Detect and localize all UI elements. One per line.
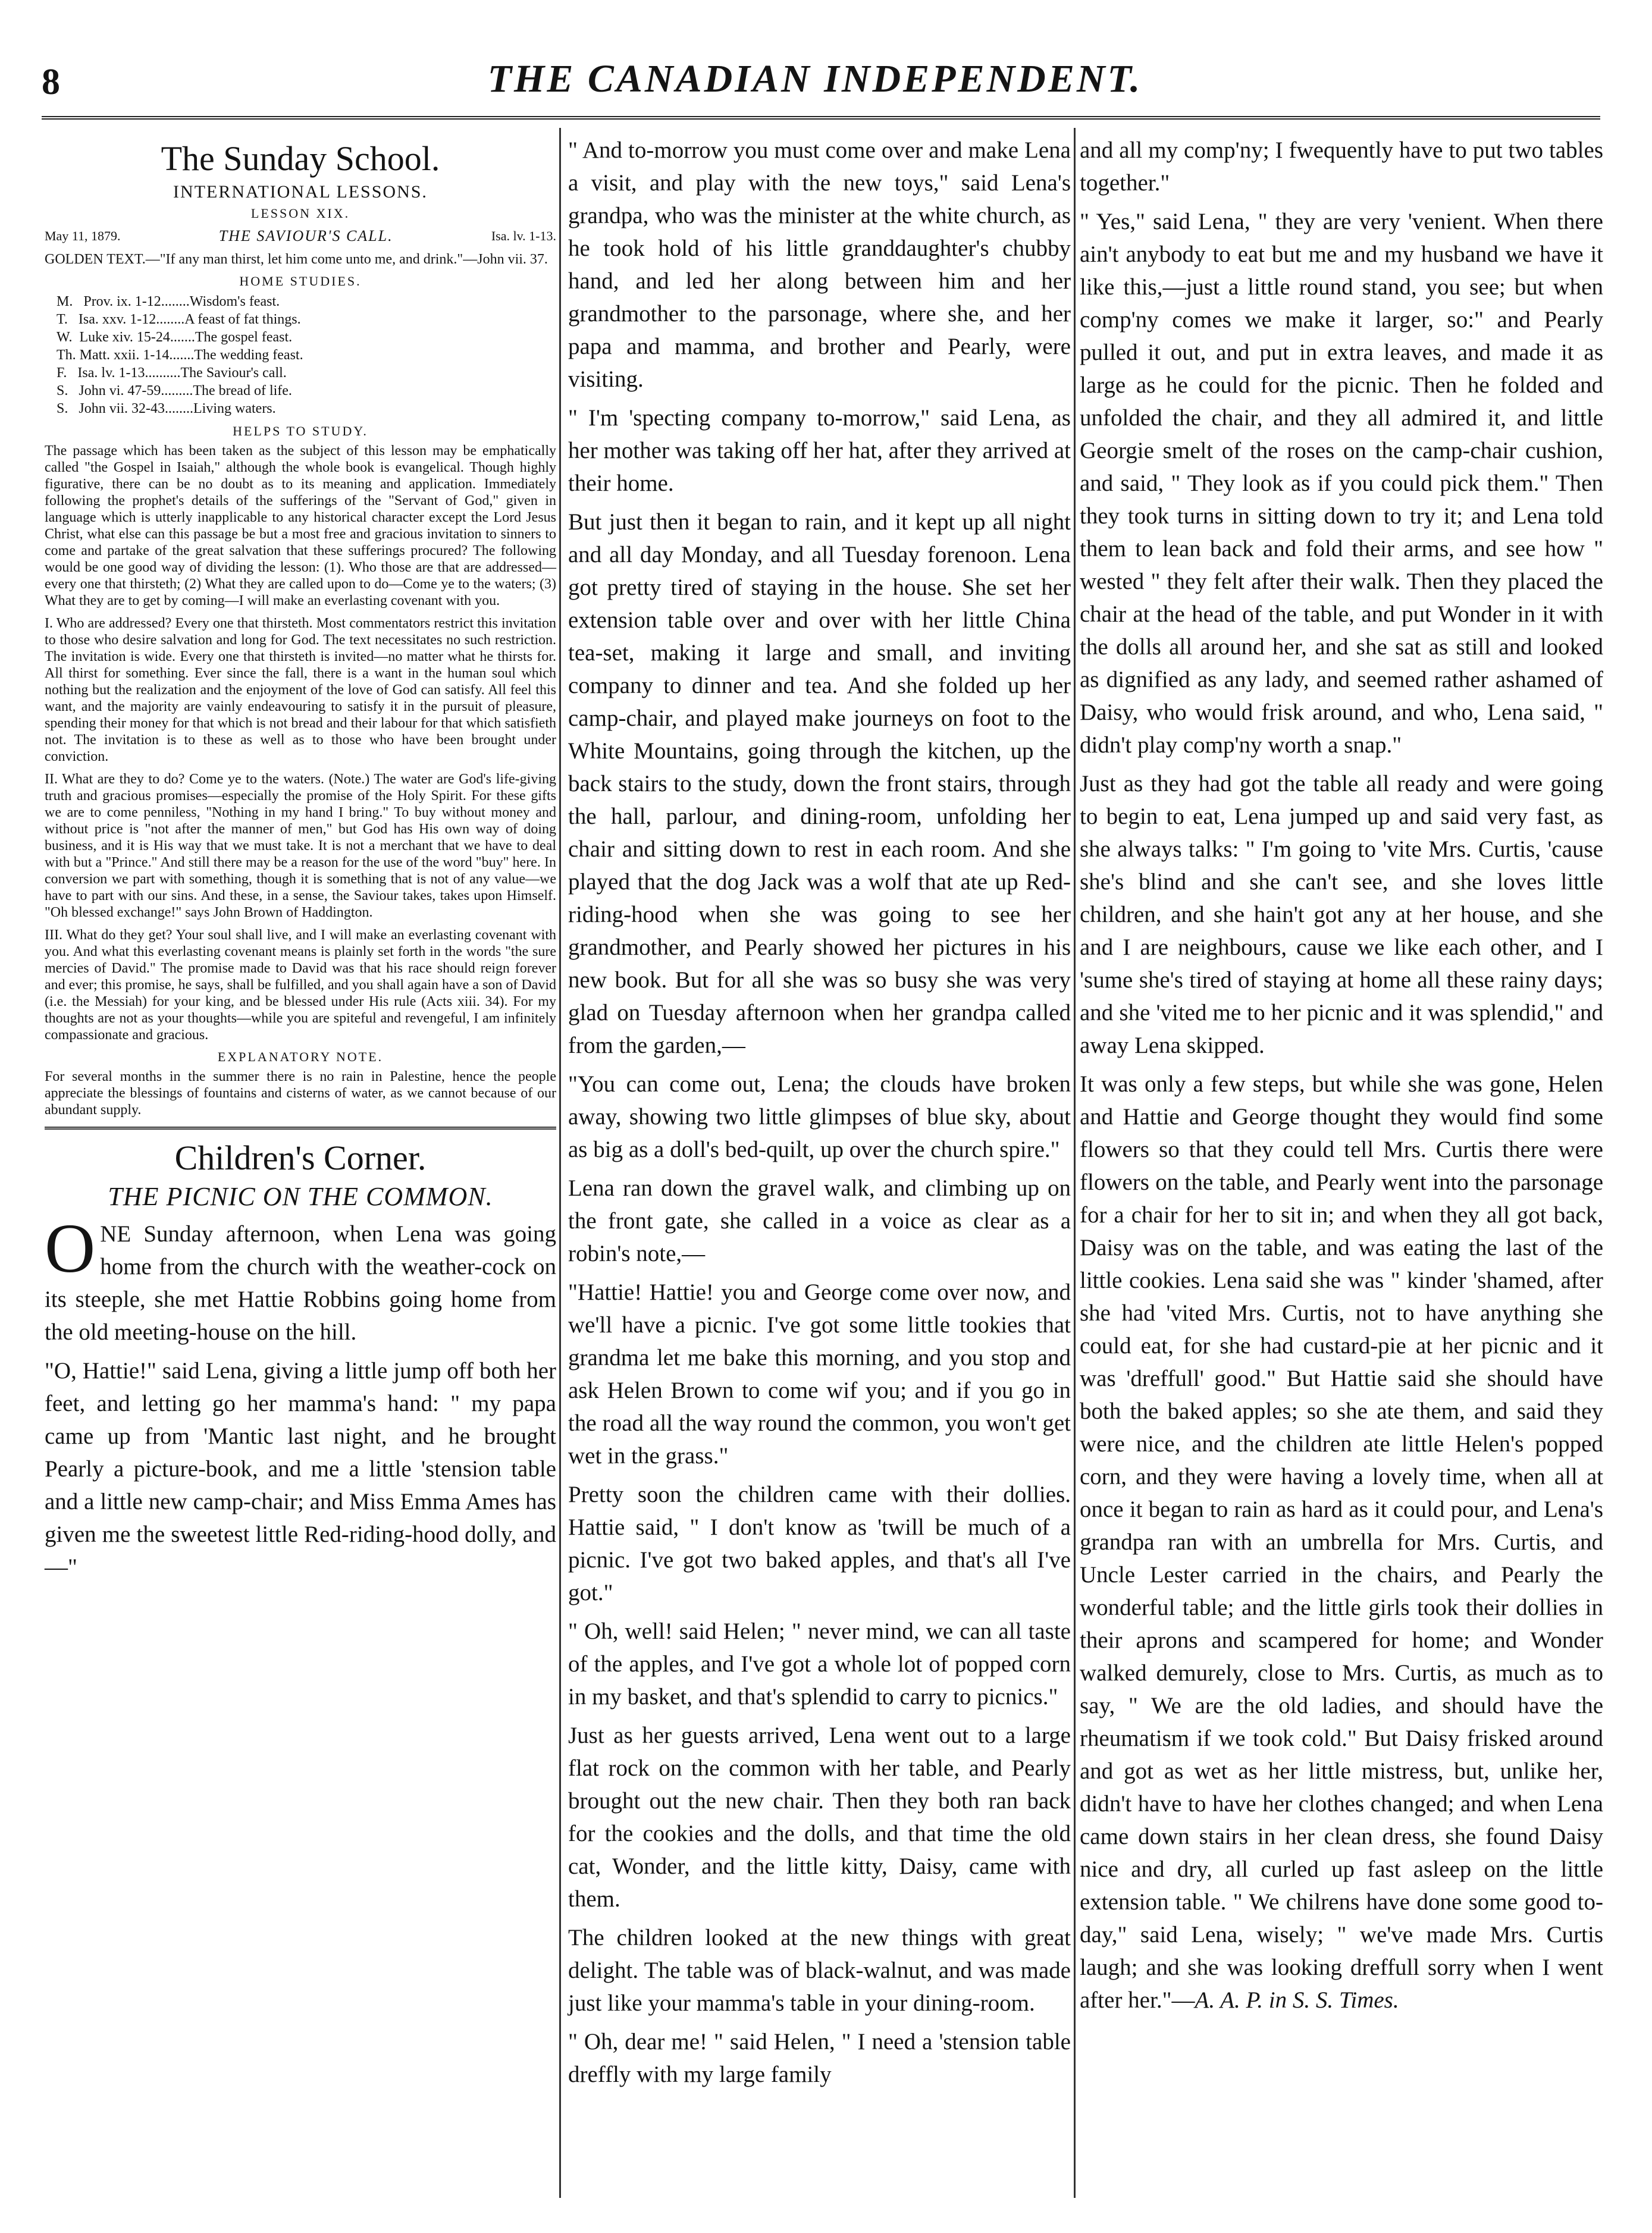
story-paragraph: But just then it began to rain, and it kept up all night and all day Monday, and all Tuesday forenoon. Lena got pretty tired of staying in the house. She set her extension table over and over with her little China tea-set, making it large and small, and inviting company to dinner and tea. And she folded up her camp-chair, and played make journeys on foot to the White Mountains, going through the kitchen, up the back stairs to the study, down the front stairs, through the hall, parlour, and dining-room, unfolding her chair and sitting down to rest in each room. And she played that the dog Jack was a wolf that ate up Red-riding-hood when she was going to see her grandmother, and Pearly showed her pictures in his new book. But for all she was so busy she was very glad on Tuesday afternoon when her grandpa called from the garden,— [568, 509, 1071, 1058]
sunday-school-heading: The Sunday School. [161, 139, 440, 178]
story-paragraph: " I'm 'specting company to-morrow," said Lena, as her mother was taking off her hat, after they arrived at their home. [568, 405, 1071, 496]
home-study-item: S. John vii. 32-43........Living waters. [57, 401, 276, 416]
helps-paragraph: I. Who are addressed? Every one that thirsteth. Most commentators restrict this invitation to those who desire salvation and long for God. The text necessitates no such restriction. The invitation is wide. Every one that thirsteth is invited—no matter what he thirsts for. All thirst for something. Ever since the fall, there is a want in the human soul which nothing but the realization and the enjoyment of the love of God can satisfy. All feel this want, and the majority are vainly endeavouring to satisfy it in the pursuit of pleasure, spending their money for that which is not bread and their labour for that which satisfieth not. The invitation is to these as well as to those who have been brought under conviction. [45, 616, 556, 764]
lesson-title: THE SAVIOUR'S CALL. [218, 227, 393, 244]
lesson-info [45, 227, 556, 245]
story-paragraph: and all my comp'ny; I fwequently have to put two tables together." [1080, 137, 1603, 196]
story-paragraph: Lena ran down the gravel walk, and climbing up on the front gate, she called in a voice as clear as a robin's note,— [568, 1175, 1071, 1266]
lesson-number: LESSON XIX. [250, 206, 350, 221]
home-study-item: Th. Matt. xxii. 1-14.......The wedding feast. [57, 347, 303, 363]
masthead-rule [42, 116, 1600, 120]
story-paragraph: Pretty soon the children came with their dollies. Hattie said, " I don't know as 'twill be much of a picnic. I've got two baked apples, and that's all I've got." [568, 1482, 1071, 1605]
column-divider [1074, 128, 1076, 2198]
section-rule [45, 1127, 556, 1130]
helps-paragraph: The passage which has been taken as the subject of this lesson may be emphatically called "the Gospel in Isaiah," although the whole book is evangelical. Though highly figurative, there can be no doubt as to its meaning and application. Immediately following the prophet's details of the sufferings of the "Servant of God," given in language which is utterly inapplicable to any historical character except the Lord Jesus Christ, what else can this passage be but a most free and gracious invitation to sinners to come and partake of the great salvation that these sufferings procured? The following would be one good way of dividing the lesson: (1). Who those are that are addressed—every one that thirsteth; (2) What they are called upon to do—Come ye to the waters; (3) What they are to get by coming—I will make an everlasting covenant with you. [45, 443, 556, 609]
story-paragraph [45, 1209, 556, 1348]
story-paragraph: Just as her guests arrived, Lena went out to a large flat rock on the common with her table, and Pearly brought out the new chair. Then they both ran back for the cookies and the dolls, and that time the old cat, Wonder, and the little kitty, Daisy, came with them. [568, 1723, 1071, 1912]
helps-heading: HELPS TO STUDY. [233, 424, 368, 438]
story-paragraph: The children looked at the new things with great delight. The table was of black-walnut, and was made just like your mamma's table in your dining-room. [568, 1925, 1071, 2016]
home-studies-heading: HOME STUDIES. [239, 274, 362, 288]
page-number: 8 [42, 62, 60, 102]
story-paragraph [1080, 1068, 1603, 2016]
masthead [42, 57, 1588, 122]
helps-paragraph: II. What are they to do? Come ye to the waters. (Note.) The water are God's life-giving truth and gracious promises—especially the promise of the Holy Spirit. For these gifts we are to come penniless, "Nothing in my hand I bring." To buy without money and without price is "not after the manner of men," but God has His own way of doing business, and it is His way that we must take. It is not a merchant that we have to deal with but a "Prince." And still there may be a reason for the use of the word "buy" here. In conversion we part with something, though it is something that is not of any value—we have to part with our sins. And these, in a sense, the Saviour takes, takes upon Himself. "Oh blessed exchange!" says John Brown of Haddington. [45, 771, 556, 920]
home-study-item: S. John vi. 47-59.........The bread of life. [57, 383, 292, 399]
story-paragraph: "Hattie! Hattie! you and George come over now, and we'll have a picnic. I've got some little tookies that grandma let me bake this morning, and you stop and ask Helen Brown to come wif you; and if you go in the road all the way round the common, you won't get wet in the grass." [568, 1279, 1071, 1469]
story-text: NE Sunday afternoon, when Lena was going home from the church with the weather-cock on its steeple, she met Hattie Robbins going home from the old meeting-house on the hill. [45, 1221, 556, 1345]
story-text: It was only a few steps, but while she was gone, Helen and Hattie and George thought they would find some flowers so that they could tell Mrs. Curtis there were flowers on the table, and Pearly went into the parsonage for a chair for her to sit in; and when they all got back, Daisy was on the table, and was eating the last of the little cookies. Lena said she was " kinder 'shamed, after she had 'vited Mrs. Curtis, not to have anything she could eat, for she had custard-pie at her picnic and it was 'dreffull' good." But Hattie said she should have both the baked apples; so she ate them, and said they were nice, and the children ate little Helen's popped corn, and they were having a lovely time, when all at once it began to rain as hard as it could pour, and Lena's grandpa ran with an umbrella for Mrs. Curtis, and Uncle Lester carried in the chairs, and Pearly the wonderful table; and the little girls took their dollies in their aprons and scampered for home; and Wonder walked demurely, close to Mrs. Curtis, as much as to say, " We are the old ladies, and should have the rheumatism if we took cold." But Daisy frisked around and got as wet as her little mistress, but, unlike her, didn't have to have her clothes changed; and when Lena came down stairs in her clean dress, she found Daisy nice and dry, all curled up fast asleep on the little extension table. " We chilrens have done some good to-day," said Lena, wisely; " we've made Mrs. Curtis laugh; and she was looking dreffull sorry when I went after her."— [1080, 1071, 1603, 2013]
childrens-corner-heading: Children's Corner. [174, 1139, 427, 1177]
story-paragraph: " Yes," said Lena, " they are very 'venient. When there ain't anybody to eat but me and my husband we have it like this,—just a little round stand, you see; but when comp'ny comes we make it larger, so:" and Pearly pulled it out, and put in extra leaves, and made it as large as he could for the picnic. Then he folded and unfolded the chair, and they all admired it, and little Georgie smelt of the roses on the camp-chair cushion, and said, " They look as if you could pick them." Then they took turns in sitting down to try it; and Lena told them to lean back and fold their arms, and see how " wested " they felt after their walk. Then they placed the chair at the head of the table, and put Wonder in it with the dolls all around her, and she sat as still and looked as dignified as any lady, and seemed rather ashamed of Daisy, who would frisk around, and who, Lena said, " didn't play comp'ny worth a snap." [1080, 209, 1603, 758]
home-studies-list [57, 293, 556, 418]
newspaper-title: THE CANADIAN INDEPENDENT. [487, 57, 1143, 101]
story-paragraph: " And to-morrow you must come over and make Lena a visit, and play with the new toys," said Lena's grandpa, who was the minister at the white church, as he took hold of his little granddaughter's chubby hand, and led her along between him and her grandmother to the parsonage, where she, and her papa and mamma, and brother and Pearly, were visiting. [568, 137, 1071, 392]
story-paragraph: " Oh, dear me! " said Helen, " I need a 'stension table dreffly with my large family [568, 2029, 1071, 2087]
lesson-reference: Isa. lv. 1-13. [491, 228, 556, 243]
column-2 [568, 134, 1071, 2097]
lesson-date: May 11, 1879. [45, 228, 121, 243]
story-paragraph: "You can come out, Lena; the clouds have broken away, showing two little glimpses of blue sky, about as big as a doll's bed-quilt, up over the church spire." [568, 1071, 1071, 1162]
story-paragraph: Just as they had got the table all ready and were going to begin to eat, Lena jumped up and said very fast, as she always talks: " I'm going to 'vite Mrs. Curtis, 'cause she's blind and she can't see, and she loves little children, and she hain't got any at her house, and she and I are neighbours, cause we like each other, and I 'sume she's tired of staying at home all these rainy days; and she 'vited me to her picnic and it was splendid," and away Lena skipped. [1080, 771, 1603, 1058]
story-signature: A. A. P. in S. S. Times. [1195, 1987, 1399, 2013]
story-paragraph: " Oh, well! said Helen; " never mind, we can all taste of the apples, and I've got a whole lot of popped corn in my basket, and that's splendid to carry to picnics." [568, 1619, 1071, 1710]
golden-text: GOLDEN TEXT.—"If any man thirst, let him come unto me, and drink."—John vii. 37. [45, 252, 548, 267]
lesson-series: INTERNATIONAL LESSONS. [173, 182, 428, 202]
home-study-item: F. Isa. lv. 1-13..........The Saviour's call. [57, 365, 287, 381]
home-study-item: M. Prov. ix. 1-12........Wisdom's feast. [57, 294, 280, 309]
story-title: THE PICNIC ON THE COMMON. [108, 1182, 493, 1211]
explanatory-note: For several months in the summer there is no rain in Palestine, hence the people appreciate the blessings of fountains and cisterns of water, as we cannot because of our abundant supply. [45, 1069, 556, 1118]
home-study-item: W. Luke xiv. 15-24.......The gospel feast. [57, 330, 293, 345]
column-3 [1080, 134, 1603, 2022]
story-paragraph: "O, Hattie!" said Lena, giving a little jump off both her feet, and letting go her mamma's hand: " my papa came up from 'Mantic last night, and he brought Pearly a picture-book, and me a little 'stension table and a little new camp-chair; and Miss Emma Ames has given me the sweetest little Red-riding-hood dolly, and—" [45, 1358, 556, 1580]
helps-paragraph: III. What do they get? Your soul shall live, and I will make an everlasting covenant with you. And what this everlasting covenant means is plainly set forth in the words "the sure mercies of David." The promise made to David was that his race should reign forever and ever; this promise, he says, shall be fulfilled, and you shall again have a son of David (i.e. the Messiah) for your king, and be blessed under His rule (Acts xiii. 34). For my thoughts are not as your thoughts—while you are spiteful and revengeful, I am infinitely compassionate and gracious. [45, 927, 556, 1043]
column-1 [45, 134, 556, 1589]
drop-cap: O [45, 1209, 96, 1287]
explanatory-note-heading: EXPLANATORY NOTE. [217, 1049, 384, 1064]
home-study-item: T. Isa. xxv. 1-12........A feast of fat things. [57, 312, 301, 327]
column-divider [559, 128, 561, 2198]
